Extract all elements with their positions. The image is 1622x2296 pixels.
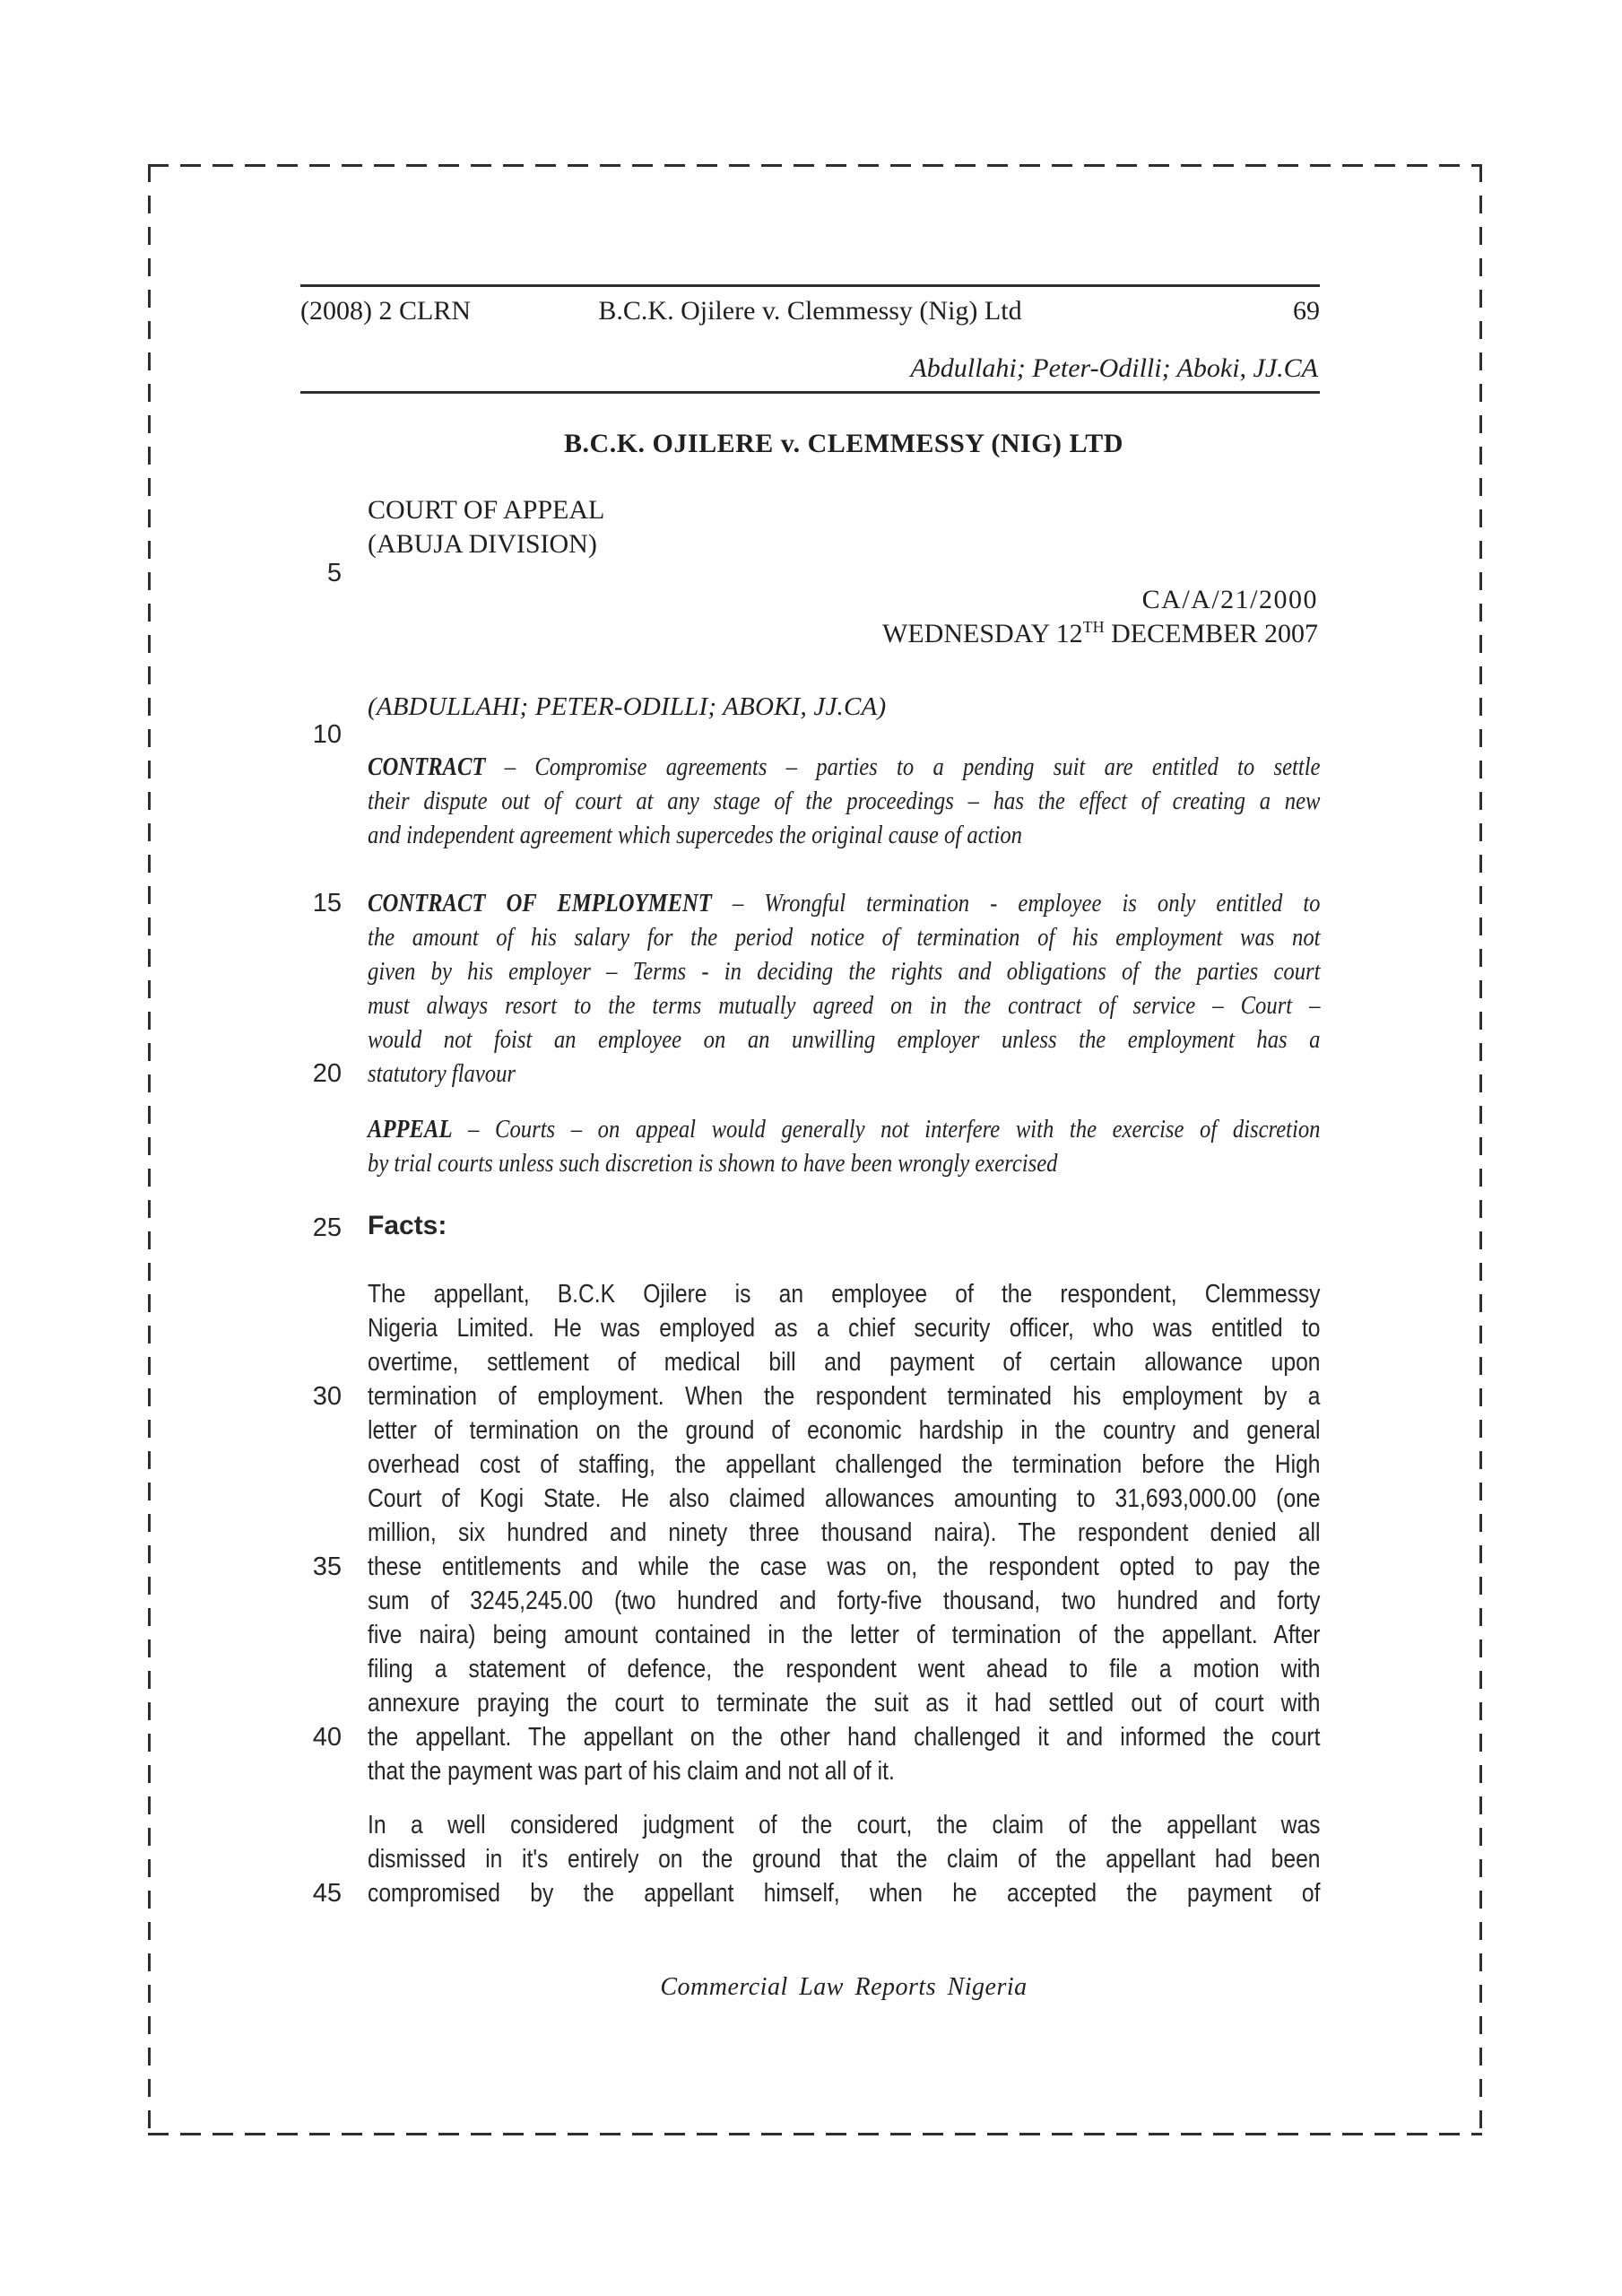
headnote-paragraph <box>368 1112 1321 1180</box>
body-line: annexure praying the court to terminate the suit as it had settled out of court with <box>368 1689 1321 1718</box>
headnote-line: must always resort to the terms mutually agreed on in the contract of service – Court – <box>368 991 1321 1020</box>
headnote-catchword: APPEAL <box>368 1115 453 1144</box>
line-number: 20 <box>312 1059 342 1088</box>
date-main: WEDNESDAY 12 <box>882 619 1083 648</box>
judges-byline: Abdullahi; Peter-Odilli; Aboki, JJ.CA <box>910 353 1318 383</box>
case-title: B.C.K. OJILERE v. CLEMMESSY (NIG) LTD <box>564 429 1123 458</box>
headnote-line: would not foist an employee on an unwilling employer unless the employment has a <box>368 1025 1321 1054</box>
body-line: that the payment was part of his claim and not all of it. <box>368 1757 895 1786</box>
headnote-line: by trial courts unless such discretion is shown to have been wrongly exercised <box>368 1149 1058 1178</box>
page-border-right <box>1479 164 1482 2135</box>
date-rest: DECEMBER 2007 <box>1104 619 1318 648</box>
line-number: 45 <box>312 1879 342 1908</box>
body-line: dismissed in it's entirely on the ground that the claim of the appellant had been <box>368 1845 1321 1874</box>
court-division: (ABUJA DIVISION) <box>368 529 597 559</box>
headnote-line: CONTRACT – Compromise agreements – parties to a pending suit are entitled to settle <box>368 752 1321 781</box>
body-line: compromised by the appellant himself, when he accepted the payment of <box>368 1879 1321 1908</box>
body-line: these entitlements and while the case was on, the respondent opted to pay the <box>368 1552 1321 1581</box>
body-line: The appellant, B.C.K Ojilere is an employee of the respondent, Clemmessy <box>368 1280 1321 1309</box>
page-content <box>300 0 1320 2296</box>
report-citation: (2008) 2 CLRN <box>300 296 471 326</box>
line-number: 15 <box>312 889 342 918</box>
judgment-date <box>882 619 1318 649</box>
body-line: overtime, settlement of medical bill and payment of certain allowance upon <box>368 1348 1321 1377</box>
page-number: 69 <box>1293 296 1320 326</box>
body-paragraph <box>368 1808 1321 1910</box>
body-line: million, six hundred and ninety three thousand naira). The respondent denied all <box>368 1518 1321 1547</box>
body-line: five naira) being amount contained in the letter of termination of the appellant. After <box>368 1621 1321 1649</box>
line-number: 35 <box>312 1552 342 1581</box>
headnote-line: the amount of his salary for the period notice of termination of his employment was not <box>368 923 1321 952</box>
headnote-paragraph <box>368 886 1321 1091</box>
facts-heading: Facts: <box>368 1211 447 1240</box>
case-number: CA/A/21/2000 <box>1141 585 1318 614</box>
date-ordinal-suffix: TH <box>1082 618 1105 636</box>
line-number: 30 <box>312 1382 342 1411</box>
headnote-line: APPEAL – Courts – on appeal would generally not interfere with the exercise of discretion <box>368 1115 1321 1144</box>
header-rule-bottom <box>300 391 1320 394</box>
headnote-line: CONTRACT OF EMPLOYMENT – Wrongful termination - employee is only entitled to <box>368 889 1321 918</box>
body-line: termination of employment. When the respondent terminated his employment by a <box>368 1382 1321 1411</box>
body-line: overhead cost of staffing, the appellant challenged the termination before the High <box>368 1450 1321 1479</box>
footer-publication-name: Commercial Law Reports Nigeria <box>660 1973 1028 2001</box>
body-paragraph <box>368 1277 1321 1788</box>
body-line: filing a statement of defence, the respondent went ahead to file a motion with <box>368 1655 1321 1683</box>
headnote-line: their dispute out of court at any stage of the proceedings – has the effect of creating a new <box>368 787 1321 815</box>
line-number: 25 <box>312 1213 342 1242</box>
body-line: the appellant. The appellant on the other hand challenged it and informed the court <box>368 1723 1321 1752</box>
header-rule-top <box>300 284 1320 287</box>
running-head-case-name: B.C.K. Ojilere v. Clemmessy (Nig) Ltd <box>598 296 1022 326</box>
body-line: Court of Kogi State. He also claimed allowances amounting to 31,693,000.00 (one <box>368 1484 1321 1513</box>
line-number: 5 <box>326 559 342 587</box>
body-line: sum of 3245,245.00 (two hundred and forty-five thousand, two hundred and forty <box>368 1587 1321 1615</box>
line-number: 40 <box>312 1723 342 1752</box>
headnote-catchword: CONTRACT OF EMPLOYMENT <box>368 889 712 918</box>
page-border-left <box>148 164 151 2135</box>
headnote-paragraph <box>368 750 1321 852</box>
body-line: letter of termination on the ground of economic hardship in the country and general <box>368 1416 1321 1445</box>
headnote-line: and independent agreement which supercedes the original cause of action <box>368 821 1022 849</box>
body-line: Nigeria Limited. He was employed as a chief security officer, who was entitled to <box>368 1314 1321 1343</box>
headnote-line: given by his employer – Terms - in deciding the rights and obligations of the parties court <box>368 957 1321 986</box>
headnote-line: statutory flavour <box>368 1059 516 1088</box>
headnote-catchword: CONTRACT <box>368 752 486 781</box>
coram-line: (ABDULLAHI; PETER-ODILLI; ABOKI, JJ.CA) <box>368 692 887 721</box>
body-line: In a well considered judgment of the court, the claim of the appellant was <box>368 1811 1321 1839</box>
court-name: COURT OF APPEAL <box>368 495 605 525</box>
line-number: 10 <box>312 720 342 749</box>
